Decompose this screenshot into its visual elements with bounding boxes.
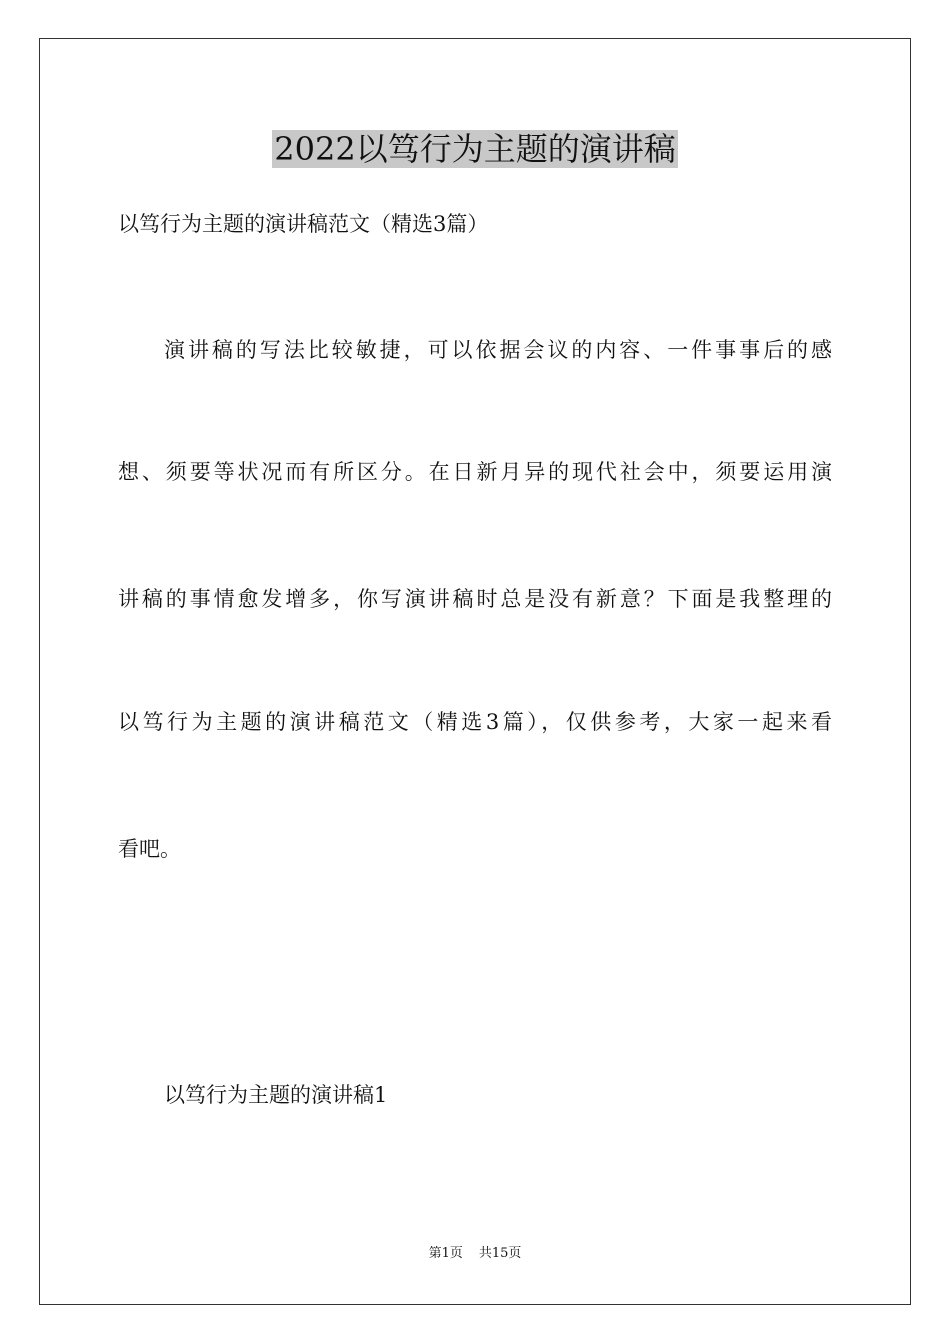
paragraph-line-5: 看吧。: [118, 837, 181, 861]
document-title: [0, 126, 950, 172]
document-subtitle: 以笃行为主题的演讲稿范文（精选3篇）: [118, 212, 489, 236]
paragraph-line-1: 演讲稿的写法比较敏捷，可以依据会议的内容、一件事事后的感: [164, 338, 832, 362]
page-footer: [0, 1245, 950, 1263]
title-highlight: 2022以笃行为主题的演讲稿: [274, 130, 676, 168]
paragraph-line-4: 以笃行为主题的演讲稿范文（精选3篇），仅供参考，大家一起来看: [118, 710, 832, 734]
paragraph-line-2: 想、须要等状况而有所区分。在日新月异的现代社会中，须要运用演: [118, 460, 832, 484]
section-heading: 以笃行为主题的演讲稿1: [164, 1083, 388, 1107]
paragraph-line-3: 讲稿的事情愈发增多，你写演讲稿时总是没有新意？下面是我整理的: [118, 587, 832, 611]
page-number: 第1页: [428, 1246, 463, 1261]
page-total: 共15页: [478, 1246, 522, 1261]
